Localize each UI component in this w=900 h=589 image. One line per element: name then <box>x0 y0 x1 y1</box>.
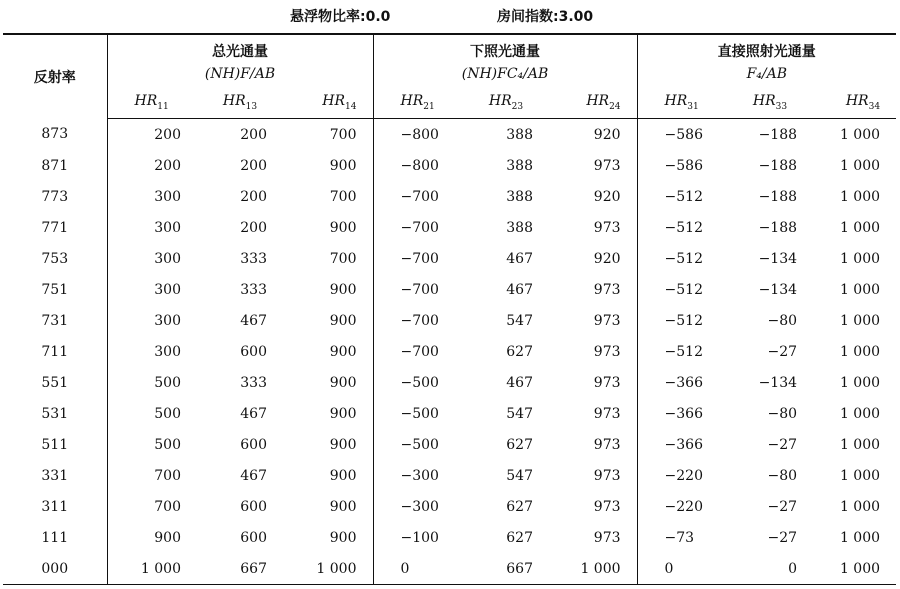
table-row <box>3 305 896 336</box>
hr21-cell: −500 <box>400 374 439 391</box>
hr33-cell: −80 <box>767 405 798 422</box>
hr31-cell: −512 <box>664 343 703 360</box>
hr11-cell: 900 <box>154 529 181 546</box>
hr34-cell: 1 000 <box>839 126 881 143</box>
hr13-cell: 467 <box>240 405 267 422</box>
reflectance-cell: 551 <box>3 367 107 398</box>
hr31-cell: −512 <box>664 312 703 329</box>
hr33-cell: 0 <box>727 553 813 585</box>
col-header-subscript: 31 <box>687 101 699 112</box>
hr13-cell: 600 <box>240 498 267 515</box>
col-header-base: HR <box>322 92 346 109</box>
hr11-cell: 300 <box>154 250 181 267</box>
reflectance-header: 反射率 <box>3 34 107 119</box>
col-header-subscript: 23 <box>511 101 524 112</box>
group-title-total-flux: 总光通量 <box>107 34 373 61</box>
hr31-cell: −586 <box>664 157 703 174</box>
hr21-cell: 0 <box>373 553 463 585</box>
hr14-cell: 700 <box>283 181 373 212</box>
hr11-cell: 700 <box>154 498 181 515</box>
flux-coefficient-table <box>3 33 896 585</box>
hr23-cell: 547 <box>506 467 533 484</box>
table-row <box>3 522 896 553</box>
hr14-cell: 900 <box>283 398 373 429</box>
hr11-cell: 500 <box>154 374 181 391</box>
group-formula-direct-flux: F₄/AB <box>746 65 788 82</box>
col-header-hr33 <box>727 86 813 119</box>
hr31-cell: −73 <box>664 529 695 546</box>
hr23-cell: 547 <box>506 405 533 422</box>
col-header-base: HR <box>664 92 688 109</box>
reflectance-cell: 773 <box>3 181 107 212</box>
table-row <box>3 367 896 398</box>
hr31-cell: −366 <box>664 436 703 453</box>
hr11-cell: 300 <box>154 312 181 329</box>
hr13-cell: 600 <box>240 436 267 453</box>
hr33-cell: −27 <box>767 436 798 453</box>
hr24-cell: 920 <box>549 181 637 212</box>
hr21-cell: −500 <box>400 436 439 453</box>
hr31-cell: −512 <box>664 219 703 236</box>
hr14-cell: 900 <box>283 150 373 181</box>
reflectance-cell: 873 <box>3 119 107 151</box>
table-row <box>3 491 896 522</box>
suspended-ratio-label: 悬浮物比率:0.0 <box>290 9 391 25</box>
hr11-cell: 300 <box>154 343 181 360</box>
hr14-cell: 900 <box>283 336 373 367</box>
hr34-cell: 1 000 <box>839 157 881 174</box>
reflectance-cell: 531 <box>3 398 107 429</box>
hr34-cell: 1 000 <box>839 467 881 484</box>
col-header-hr21 <box>373 86 463 119</box>
hr33-cell: −188 <box>758 126 798 143</box>
hr14-cell: 900 <box>283 460 373 491</box>
hr23-cell: 388 <box>506 157 533 174</box>
col-header-hr14 <box>283 86 373 119</box>
table-row <box>3 181 896 212</box>
hr34-cell: 1 000 <box>839 343 881 360</box>
col-header-hr31 <box>637 86 727 119</box>
group-title-downward-flux: 下照光通量 <box>373 34 637 61</box>
hr24-cell: 920 <box>549 243 637 274</box>
hr13-cell: 333 <box>240 374 267 391</box>
reflectance-cell: 311 <box>3 491 107 522</box>
hr23-cell: 547 <box>506 312 533 329</box>
hr33-cell: −188 <box>758 157 798 174</box>
hr33-cell: −27 <box>767 498 798 515</box>
hr23-cell: 388 <box>506 126 533 143</box>
col-header-hr11 <box>107 86 197 119</box>
hr34-cell: 1 000 <box>839 374 881 391</box>
col-header-subscript: 14 <box>345 101 357 112</box>
hr31-cell: −220 <box>664 498 703 515</box>
hr21-cell: −700 <box>400 343 439 360</box>
table-row <box>3 460 896 491</box>
hr21-cell: −700 <box>400 219 439 236</box>
table-row <box>3 243 896 274</box>
hr33-cell: −80 <box>767 312 798 329</box>
hr34-cell: 1 000 <box>839 312 881 329</box>
hr31-cell: −366 <box>664 405 703 422</box>
hr24-cell: 973 <box>549 367 637 398</box>
hr21-cell: −800 <box>400 126 439 143</box>
hr33-cell: −27 <box>767 343 798 360</box>
hr11-cell: 500 <box>154 436 181 453</box>
hr21-cell: −100 <box>400 529 439 546</box>
hr11-cell: 300 <box>154 281 181 298</box>
hr24-cell: 973 <box>549 336 637 367</box>
hr11-cell: 200 <box>154 157 181 174</box>
table-row <box>3 212 896 243</box>
col-header-subscript: 34 <box>868 101 881 112</box>
reflectance-cell: 711 <box>3 336 107 367</box>
table-row <box>3 150 896 181</box>
hr11-cell: 200 <box>154 126 181 143</box>
hr34-cell: 1 000 <box>839 436 881 453</box>
reflectance-cell: 771 <box>3 212 107 243</box>
col-header-hr23 <box>463 86 549 119</box>
hr31-cell: −512 <box>664 281 703 298</box>
hr34-cell: 1 000 <box>839 529 881 546</box>
hr13-cell: 600 <box>240 529 267 546</box>
reflectance-cell: 511 <box>3 429 107 460</box>
hr31-cell: −512 <box>664 250 703 267</box>
reflectance-cell: 331 <box>3 460 107 491</box>
hr13-cell: 600 <box>240 343 267 360</box>
group-title-direct-flux: 直接照射光通量 <box>637 34 896 61</box>
hr21-cell: −700 <box>400 188 439 205</box>
hr21-cell: −300 <box>400 467 439 484</box>
hr23-cell: 627 <box>506 529 533 546</box>
hr31-cell: −512 <box>664 188 703 205</box>
hr11-cell: 500 <box>154 405 181 422</box>
table-row <box>3 336 896 367</box>
table-row <box>3 119 896 151</box>
hr11-cell: 700 <box>154 467 181 484</box>
col-header-subscript: 11 <box>157 101 169 112</box>
hr14-cell: 900 <box>283 212 373 243</box>
hr24-cell: 973 <box>549 460 637 491</box>
col-header-base: HR <box>488 92 512 109</box>
hr31-cell: −220 <box>664 467 703 484</box>
hr33-cell: −134 <box>758 281 798 298</box>
hr33-cell: −134 <box>758 374 798 391</box>
hr14-cell: 900 <box>283 274 373 305</box>
hr23-cell: 667 <box>463 553 549 585</box>
hr24-cell: 973 <box>549 305 637 336</box>
hr23-cell: 627 <box>506 343 533 360</box>
hr31-cell: −586 <box>664 126 703 143</box>
hr31-cell: 0 <box>637 553 727 585</box>
hr33-cell: −27 <box>767 529 798 546</box>
hr14-cell: 900 <box>283 305 373 336</box>
hr31-cell: −366 <box>664 374 703 391</box>
reflectance-cell: 111 <box>3 522 107 553</box>
col-header-hr24 <box>549 86 637 119</box>
table-body <box>3 119 896 585</box>
hr24-cell: 973 <box>549 398 637 429</box>
room-index-label: 房间指数:3.00 <box>497 9 594 25</box>
hr13-cell: 667 <box>197 553 283 585</box>
reflectance-cell: 753 <box>3 243 107 274</box>
hr33-cell: −188 <box>758 219 798 236</box>
hr21-cell: −500 <box>400 405 439 422</box>
hr14-cell: 700 <box>283 243 373 274</box>
hr24-cell: 973 <box>549 491 637 522</box>
hr21-cell: −800 <box>400 157 439 174</box>
hr11-cell: 300 <box>154 219 181 236</box>
hr21-cell: −300 <box>400 498 439 515</box>
hr11-cell: 1 000 <box>107 553 197 585</box>
hr23-cell: 467 <box>506 250 533 267</box>
hr13-cell: 467 <box>240 312 267 329</box>
hr14-cell: 900 <box>283 522 373 553</box>
col-header-base: HR <box>845 92 869 109</box>
col-header-subscript: 21 <box>423 101 435 112</box>
hr33-cell: −188 <box>758 188 798 205</box>
hr23-cell: 627 <box>506 498 533 515</box>
hr23-cell: 467 <box>506 374 533 391</box>
hr33-cell: −134 <box>758 250 798 267</box>
hr13-cell: 200 <box>240 188 267 205</box>
reflectance-cell: 731 <box>3 305 107 336</box>
hr34-cell: 1 000 <box>839 188 881 205</box>
hr23-cell: 388 <box>506 219 533 236</box>
hr24-cell: 973 <box>549 522 637 553</box>
hr24-cell: 973 <box>549 429 637 460</box>
hr33-cell: −80 <box>767 467 798 484</box>
hr13-cell: 200 <box>240 219 267 236</box>
hr21-cell: −700 <box>400 250 439 267</box>
hr21-cell: −700 <box>400 312 439 329</box>
reflectance-cell: 871 <box>3 150 107 181</box>
col-header-base: HR <box>400 92 424 109</box>
table-row <box>3 553 896 585</box>
col-header-base: HR <box>586 92 610 109</box>
hr24-cell: 973 <box>549 274 637 305</box>
table-row <box>3 429 896 460</box>
hr24-cell: 973 <box>549 150 637 181</box>
hr11-cell: 300 <box>154 188 181 205</box>
col-header-base: HR <box>752 92 776 109</box>
col-header-hr34 <box>813 86 896 119</box>
hr14-cell: 700 <box>283 119 373 151</box>
hr23-cell: 627 <box>506 436 533 453</box>
col-header-base: HR <box>222 92 246 109</box>
col-header-subscript: 13 <box>245 101 258 112</box>
group-formula-total-flux: (NH)F/AB <box>107 61 373 86</box>
group-formula-downward-flux: (NH)FC₄/AB <box>373 61 637 86</box>
hr21-cell: −700 <box>400 281 439 298</box>
reflectance-cell: 000 <box>3 553 107 585</box>
hr13-cell: 200 <box>240 126 267 143</box>
hr14-cell: 1 000 <box>283 553 373 585</box>
col-header-hr13 <box>197 86 283 119</box>
hr13-cell: 333 <box>240 281 267 298</box>
table-row <box>3 274 896 305</box>
hr34-cell: 1 000 <box>839 250 881 267</box>
hr14-cell: 900 <box>283 367 373 398</box>
hr14-cell: 900 <box>283 491 373 522</box>
hr23-cell: 388 <box>506 188 533 205</box>
hr34-cell: 1 000 <box>839 498 881 515</box>
hr34-cell: 1 000 <box>839 405 881 422</box>
hr34-cell: 1 000 <box>813 553 896 585</box>
hr14-cell: 900 <box>283 429 373 460</box>
hr24-cell: 1 000 <box>549 553 637 585</box>
hr24-cell: 920 <box>549 119 637 151</box>
col-header-base: HR <box>134 92 158 109</box>
col-header-subscript: 33 <box>775 101 788 112</box>
hr24-cell: 973 <box>549 212 637 243</box>
reflectance-cell: 751 <box>3 274 107 305</box>
hr34-cell: 1 000 <box>839 281 881 298</box>
table-caption <box>0 4 900 26</box>
table-row <box>3 398 896 429</box>
hr23-cell: 467 <box>506 281 533 298</box>
hr13-cell: 333 <box>240 250 267 267</box>
hr13-cell: 467 <box>240 467 267 484</box>
col-header-subscript: 24 <box>609 101 621 112</box>
hr13-cell: 200 <box>240 157 267 174</box>
hr34-cell: 1 000 <box>839 219 881 236</box>
